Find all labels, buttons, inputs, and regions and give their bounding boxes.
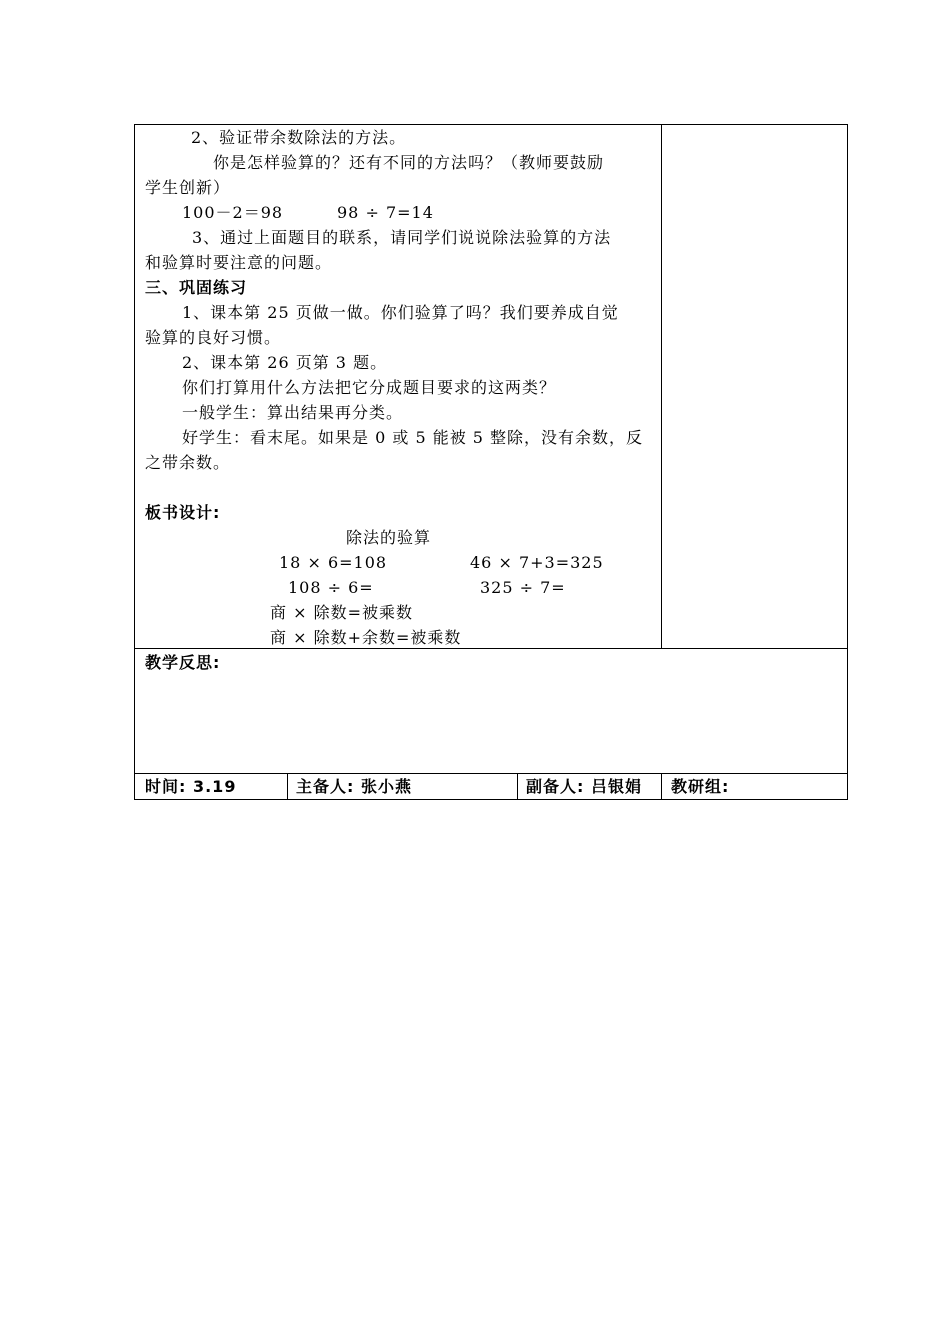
content-line: 验算的良好习惯。 [145,328,282,347]
content-line: 好学生：看末尾。如果是 0 或 5 能被 5 整除，没有余数，反 [182,428,644,447]
section-heading: 三、巩固练习 [145,278,248,297]
equation: 100－2＝98 [182,203,284,222]
content-line: 2、验证带余数除法的方法。 [191,128,407,147]
content-line: 学生创新） [145,178,231,197]
content-line: 之带余数。 [145,453,231,472]
footer-group: 教研组: [671,777,730,796]
footer-divider-2 [517,773,518,800]
content-line: 2、课本第 26 页第 3 题。 [182,353,388,372]
board-equation: 325 ÷ 7= [480,578,566,597]
lesson-table [134,124,848,800]
row-divider-content [134,648,848,649]
footer-deputy: 副备人: 吕银娟 [526,777,642,796]
board-equation: 18 × 6=108 [279,553,388,572]
board-rule: 商 × 除数=被乘数 [270,603,413,622]
content-line: 你是怎样验算的？还有不同的方法吗？（教师要鼓励 [213,153,605,172]
board-rule: 商 × 除数+余数=被乘数 [270,628,462,647]
footer-divider-1 [287,773,288,800]
content-line: 一般学生：算出结果再分类。 [182,403,404,422]
board-label: 板书设计: [145,503,221,522]
column-divider [661,124,662,649]
footer-divider-3 [661,773,662,800]
content-line: 和验算时要注意的问题。 [145,253,333,272]
reflection-label: 教学反思: [145,653,221,672]
content-line: 3、通过上面题目的联系，请同学们说说除法验算的方法 [192,228,612,247]
content-line: 1、课本第 25 页做一做。你们验算了吗？我们要养成自觉 [182,303,619,322]
board-title: 除法的验算 [346,528,432,547]
content-line: 你们打算用什么方法把它分成题目要求的这两类？ [182,378,557,397]
equation: 98 ÷ 7=14 [337,203,434,222]
footer-lead: 主备人: 张小燕 [296,777,412,796]
board-equation: 46 × 7+3=325 [470,553,604,572]
board-equation: 108 ÷ 6= [288,578,374,597]
row-divider-footer [134,773,848,774]
footer-time: 时间: 3.19 [145,777,237,796]
